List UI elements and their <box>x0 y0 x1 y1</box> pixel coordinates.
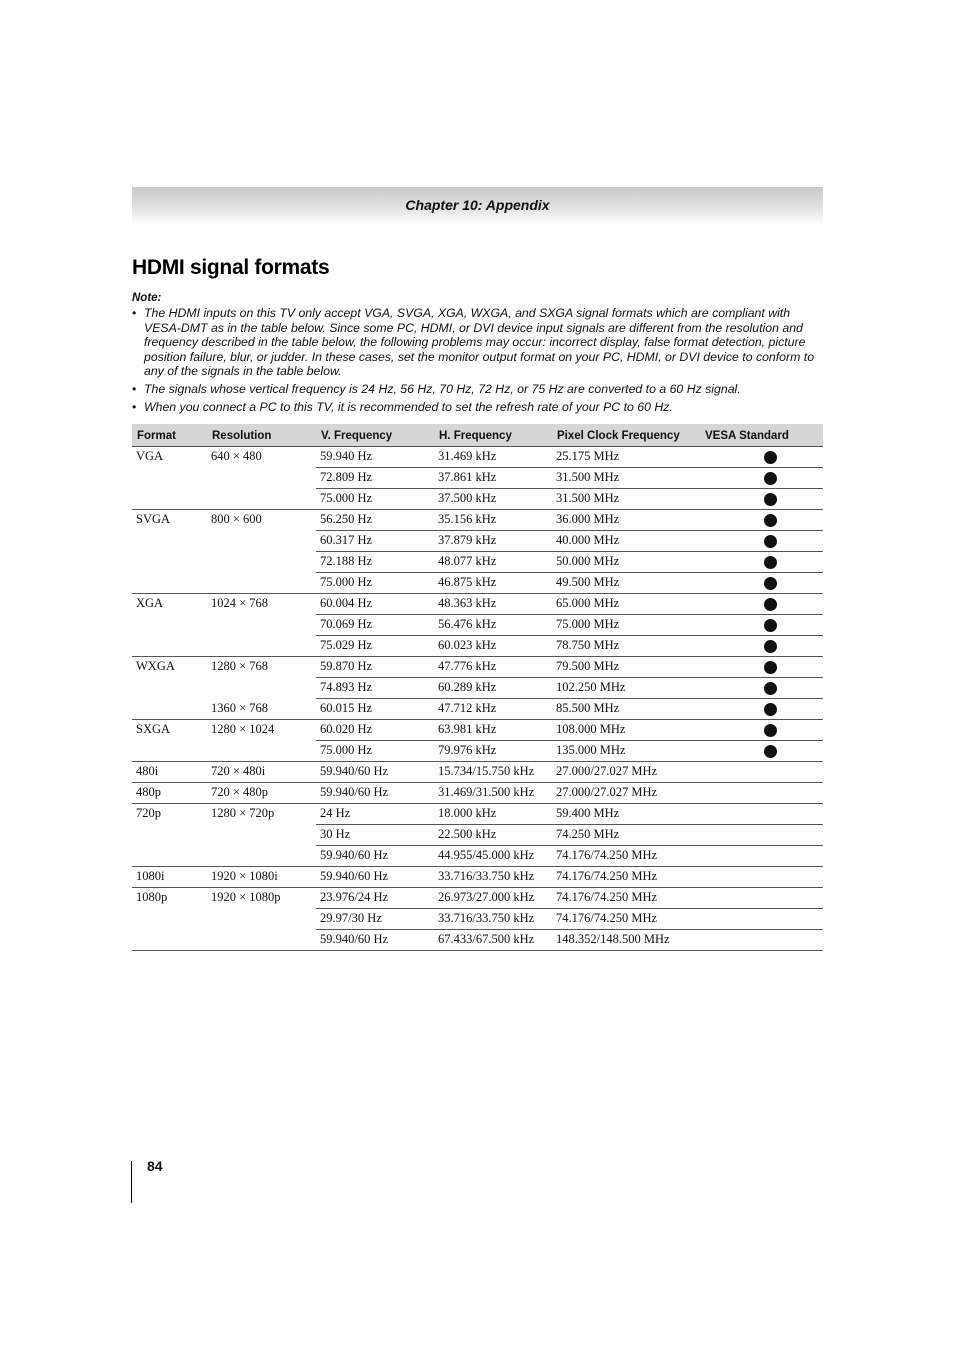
h-frequency-cell: 31.469/31.500 kHz <box>434 783 552 804</box>
format-cell: 1080i <box>132 867 207 888</box>
table-row <box>132 888 823 909</box>
vesa-cell <box>700 804 823 825</box>
pixel-clock-cell: 75.000 MHz <box>552 615 700 636</box>
v-frequency-cell: 60.317 Hz <box>316 531 434 552</box>
pixel-clock-cell: 49.500 MHz <box>552 573 700 594</box>
format-cell <box>132 615 207 636</box>
v-frequency-cell: 72.188 Hz <box>316 552 434 573</box>
chapter-title: Chapter 10: Appendix <box>405 197 550 213</box>
pixel-clock-cell: 27.000/27.027 MHz <box>552 783 700 804</box>
note-item: • When you connect a PC to this TV, it is recommended to set the refresh rate of your PC to 60 Hz. <box>132 400 824 415</box>
resolution-cell <box>207 615 316 636</box>
note-item: • The HDMI inputs on this TV only accept VGA, SVGA, XGA, WXGA, and SXGA signal formats which are compliant with VESA-DMT as in the table below. Since some PC, HDMI, or DVI device input signals are different from the resolution and frequency described in the table below, the following problems may occur: incorrect display, false format detection, picture position failure, blur, or judder. In these cases, set the monitor output format on your PC, HDMI, or DVI device to conform to any of the signals in the table below. <box>132 306 824 379</box>
vesa-cell <box>700 468 823 489</box>
vesa-compliant-dot-icon <box>764 535 777 548</box>
vesa-cell <box>700 615 823 636</box>
h-frequency-cell: 15.734/15.750 kHz <box>434 762 552 783</box>
pixel-clock-cell: 79.500 MHz <box>552 657 700 678</box>
format-cell: 720p <box>136 806 161 820</box>
pixel-clock-cell: 27.000/27.027 MHz <box>552 762 700 783</box>
header-pixel-clock: Pixel Clock Frequency <box>552 425 700 447</box>
table-row <box>132 615 823 636</box>
pixel-clock-cell: 108.000 MHz <box>552 720 700 741</box>
vesa-cell <box>700 783 823 804</box>
resolution-cell: 1920 × 1080i <box>207 867 316 888</box>
hdmi-formats-table <box>132 424 823 951</box>
vesa-cell <box>700 909 823 930</box>
pixel-clock-cell: 65.000 MHz <box>552 594 700 615</box>
table-row <box>132 930 823 951</box>
h-frequency-cell: 37.500 kHz <box>434 489 552 510</box>
vesa-cell <box>700 573 823 594</box>
header-format: Format <box>132 425 207 447</box>
format-cell <box>132 699 207 720</box>
table-row <box>132 447 823 468</box>
vesa-cell <box>700 531 823 552</box>
v-frequency-cell: 60.020 Hz <box>316 720 434 741</box>
v-frequency-cell: 75.029 Hz <box>316 636 434 657</box>
table-row <box>132 657 823 678</box>
vesa-compliant-dot-icon <box>764 619 777 632</box>
pixel-clock-cell: 31.500 MHz <box>552 489 700 510</box>
table-row <box>132 762 823 783</box>
vesa-compliant-dot-icon <box>764 745 777 758</box>
vesa-compliant-dot-icon <box>764 703 777 716</box>
vesa-compliant-dot-icon <box>764 556 777 569</box>
header-v-frequency: V. Frequency <box>316 425 434 447</box>
h-frequency-cell: 63.981 kHz <box>434 720 552 741</box>
vesa-compliant-dot-icon <box>764 682 777 695</box>
vesa-cell <box>700 447 823 468</box>
note-label: Note: <box>132 292 162 304</box>
vesa-cell <box>700 867 823 888</box>
format-cell: SXGA <box>136 722 171 736</box>
resolution-cell <box>207 909 316 930</box>
resolution-cell: 800 × 600 <box>211 512 262 526</box>
h-frequency-cell: 46.875 kHz <box>434 573 552 594</box>
v-frequency-cell: 59.940/60 Hz <box>316 930 434 951</box>
format-cell <box>132 531 207 552</box>
vesa-cell <box>700 720 823 741</box>
table-row <box>132 867 823 888</box>
table-row <box>132 804 823 825</box>
resolution-cell <box>207 573 316 594</box>
h-frequency-cell: 56.476 kHz <box>434 615 552 636</box>
v-frequency-cell: 59.940/60 Hz <box>316 762 434 783</box>
vesa-compliant-dot-icon <box>764 493 777 506</box>
table-header-row <box>132 425 823 447</box>
resolution-cell: 1280 × 768 <box>211 659 269 673</box>
h-frequency-cell: 47.776 kHz <box>434 657 552 678</box>
format-cell <box>132 636 207 657</box>
v-frequency-cell: 56.250 Hz <box>316 510 434 531</box>
pixel-clock-cell: 78.750 MHz <box>552 636 700 657</box>
h-frequency-cell: 44.955/45.000 kHz <box>434 846 552 867</box>
vesa-cell <box>700 762 823 783</box>
v-frequency-cell: 59.940 Hz <box>316 447 434 468</box>
table-row <box>132 531 823 552</box>
table-row <box>132 825 823 846</box>
vesa-cell <box>700 678 823 699</box>
table-row <box>132 783 823 804</box>
v-frequency-cell: 74.893 Hz <box>316 678 434 699</box>
h-frequency-cell: 67.433/67.500 kHz <box>434 930 552 951</box>
format-cell <box>132 846 207 867</box>
resolution-cell: 720 × 480p <box>207 783 316 804</box>
format-cell <box>132 573 207 594</box>
format-cell: 1080p <box>136 890 168 904</box>
resolution-cell <box>207 678 316 699</box>
pixel-clock-cell: 25.175 MHz <box>552 447 700 468</box>
vesa-cell <box>700 636 823 657</box>
h-frequency-cell: 22.500 kHz <box>434 825 552 846</box>
table-row <box>132 699 823 720</box>
pixel-clock-cell: 74.176/74.250 MHz <box>552 846 700 867</box>
header-resolution: Resolution <box>207 425 316 447</box>
pixel-clock-cell: 102.250 MHz <box>552 678 700 699</box>
resolution-cell: 720 × 480i <box>207 762 316 783</box>
h-frequency-cell: 26.973/27.000 kHz <box>434 888 552 909</box>
pixel-clock-cell: 59.400 MHz <box>552 804 700 825</box>
pixel-clock-cell: 74.176/74.250 MHz <box>552 888 700 909</box>
v-frequency-cell: 59.940/60 Hz <box>316 783 434 804</box>
vesa-cell <box>700 846 823 867</box>
h-frequency-cell: 33.716/33.750 kHz <box>434 867 552 888</box>
vesa-cell <box>700 888 823 909</box>
resolution-cell: 1920 × 1080p <box>211 890 281 904</box>
page-title: HDMI signal formats <box>132 256 330 279</box>
format-cell <box>132 678 207 699</box>
h-frequency-cell: 37.879 kHz <box>434 531 552 552</box>
format-cell <box>132 930 207 951</box>
format-cell <box>132 489 207 510</box>
v-frequency-cell: 75.000 Hz <box>316 489 434 510</box>
vesa-compliant-dot-icon <box>764 640 777 653</box>
table-row <box>132 552 823 573</box>
vesa-compliant-dot-icon <box>764 451 777 464</box>
table-row <box>132 510 823 531</box>
format-cell <box>132 468 207 489</box>
v-frequency-cell: 59.940/60 Hz <box>316 867 434 888</box>
table-row <box>132 468 823 489</box>
h-frequency-cell: 33.716/33.750 kHz <box>434 909 552 930</box>
v-frequency-cell: 60.004 Hz <box>316 594 434 615</box>
table-row <box>132 636 823 657</box>
h-frequency-cell: 79.976 kHz <box>434 741 552 762</box>
header-h-frequency: H. Frequency <box>434 425 552 447</box>
v-frequency-cell: 75.000 Hz <box>316 741 434 762</box>
resolution-cell <box>207 636 316 657</box>
h-frequency-cell: 48.077 kHz <box>434 552 552 573</box>
resolution-cell: 1280 × 1024 <box>211 722 275 736</box>
h-frequency-cell: 48.363 kHz <box>434 594 552 615</box>
format-cell <box>132 909 207 930</box>
v-frequency-cell: 59.870 Hz <box>316 657 434 678</box>
resolution-cell: 1024 × 768 <box>211 596 269 610</box>
v-frequency-cell: 23.976/24 Hz <box>316 888 434 909</box>
resolution-cell <box>207 552 316 573</box>
pixel-clock-cell: 74.176/74.250 MHz <box>552 867 700 888</box>
header-vesa-standard: VESA Standard <box>700 425 823 447</box>
vesa-cell <box>700 510 823 531</box>
v-frequency-cell: 70.069 Hz <box>316 615 434 636</box>
h-frequency-cell: 31.469 kHz <box>434 447 552 468</box>
resolution-cell <box>207 846 316 867</box>
h-frequency-cell: 37.861 kHz <box>434 468 552 489</box>
pixel-clock-cell: 50.000 MHz <box>552 552 700 573</box>
vesa-cell <box>700 657 823 678</box>
note-item: • The signals whose vertical frequency is 24 Hz, 56 Hz, 70 Hz, 72 Hz, or 75 Hz are converted to a 60 Hz signal. <box>132 382 824 397</box>
format-cell: WXGA <box>136 659 175 673</box>
pixel-clock-cell: 31.500 MHz <box>552 468 700 489</box>
vesa-compliant-dot-icon <box>764 598 777 611</box>
v-frequency-cell: 75.000 Hz <box>316 573 434 594</box>
vesa-compliant-dot-icon <box>764 514 777 527</box>
format-cell: SVGA <box>136 512 171 526</box>
table-row <box>132 741 823 762</box>
vesa-cell <box>700 741 823 762</box>
resolution-cell: 1280 × 720p <box>211 806 275 820</box>
vesa-cell <box>700 489 823 510</box>
resolution-cell <box>207 531 316 552</box>
pixel-clock-cell: 36.000 MHz <box>552 510 700 531</box>
h-frequency-cell: 60.023 kHz <box>434 636 552 657</box>
vesa-compliant-dot-icon <box>764 472 777 485</box>
h-frequency-cell: 35.156 kHz <box>434 510 552 531</box>
table-row <box>132 489 823 510</box>
v-frequency-cell: 29.97/30 Hz <box>316 909 434 930</box>
footer-rule <box>131 1161 132 1203</box>
note-list <box>132 306 824 417</box>
resolution-cell: 1360 × 768 <box>207 699 316 720</box>
h-frequency-cell: 18.000 kHz <box>434 804 552 825</box>
vesa-compliant-dot-icon <box>764 577 777 590</box>
format-cell: VGA <box>136 449 164 463</box>
format-cell <box>132 741 207 762</box>
format-cell <box>132 552 207 573</box>
pixel-clock-cell: 74.250 MHz <box>552 825 700 846</box>
page-number: 84 <box>147 1158 163 1174</box>
format-cell: 480p <box>132 783 207 804</box>
vesa-cell <box>700 594 823 615</box>
pixel-clock-cell: 85.500 MHz <box>552 699 700 720</box>
vesa-cell <box>700 930 823 951</box>
h-frequency-cell: 47.712 kHz <box>434 699 552 720</box>
v-frequency-cell: 72.809 Hz <box>316 468 434 489</box>
table-row <box>132 846 823 867</box>
resolution-cell <box>207 489 316 510</box>
vesa-cell <box>700 699 823 720</box>
table-row <box>132 909 823 930</box>
pixel-clock-cell: 40.000 MHz <box>552 531 700 552</box>
format-cell: XGA <box>136 596 164 610</box>
resolution-cell: 640 × 480 <box>211 449 262 463</box>
v-frequency-cell: 30 Hz <box>316 825 434 846</box>
chapter-header-band <box>132 187 823 225</box>
resolution-cell <box>207 825 316 846</box>
table-row <box>132 594 823 615</box>
format-cell <box>132 825 207 846</box>
table-row <box>132 720 823 741</box>
resolution-cell <box>207 468 316 489</box>
v-frequency-cell: 59.940/60 Hz <box>316 846 434 867</box>
format-cell: 480i <box>132 762 207 783</box>
vesa-cell <box>700 552 823 573</box>
pixel-clock-cell: 74.176/74.250 MHz <box>552 909 700 930</box>
resolution-cell <box>207 741 316 762</box>
vesa-compliant-dot-icon <box>764 724 777 737</box>
table-row <box>132 678 823 699</box>
pixel-clock-cell: 135.000 MHz <box>552 741 700 762</box>
resolution-cell <box>207 930 316 951</box>
pixel-clock-cell: 148.352/148.500 MHz <box>552 930 700 951</box>
v-frequency-cell: 60.015 Hz <box>316 699 434 720</box>
vesa-compliant-dot-icon <box>764 661 777 674</box>
h-frequency-cell: 60.289 kHz <box>434 678 552 699</box>
table-row <box>132 573 823 594</box>
v-frequency-cell: 24 Hz <box>316 804 434 825</box>
vesa-cell <box>700 825 823 846</box>
table-body <box>132 447 823 951</box>
